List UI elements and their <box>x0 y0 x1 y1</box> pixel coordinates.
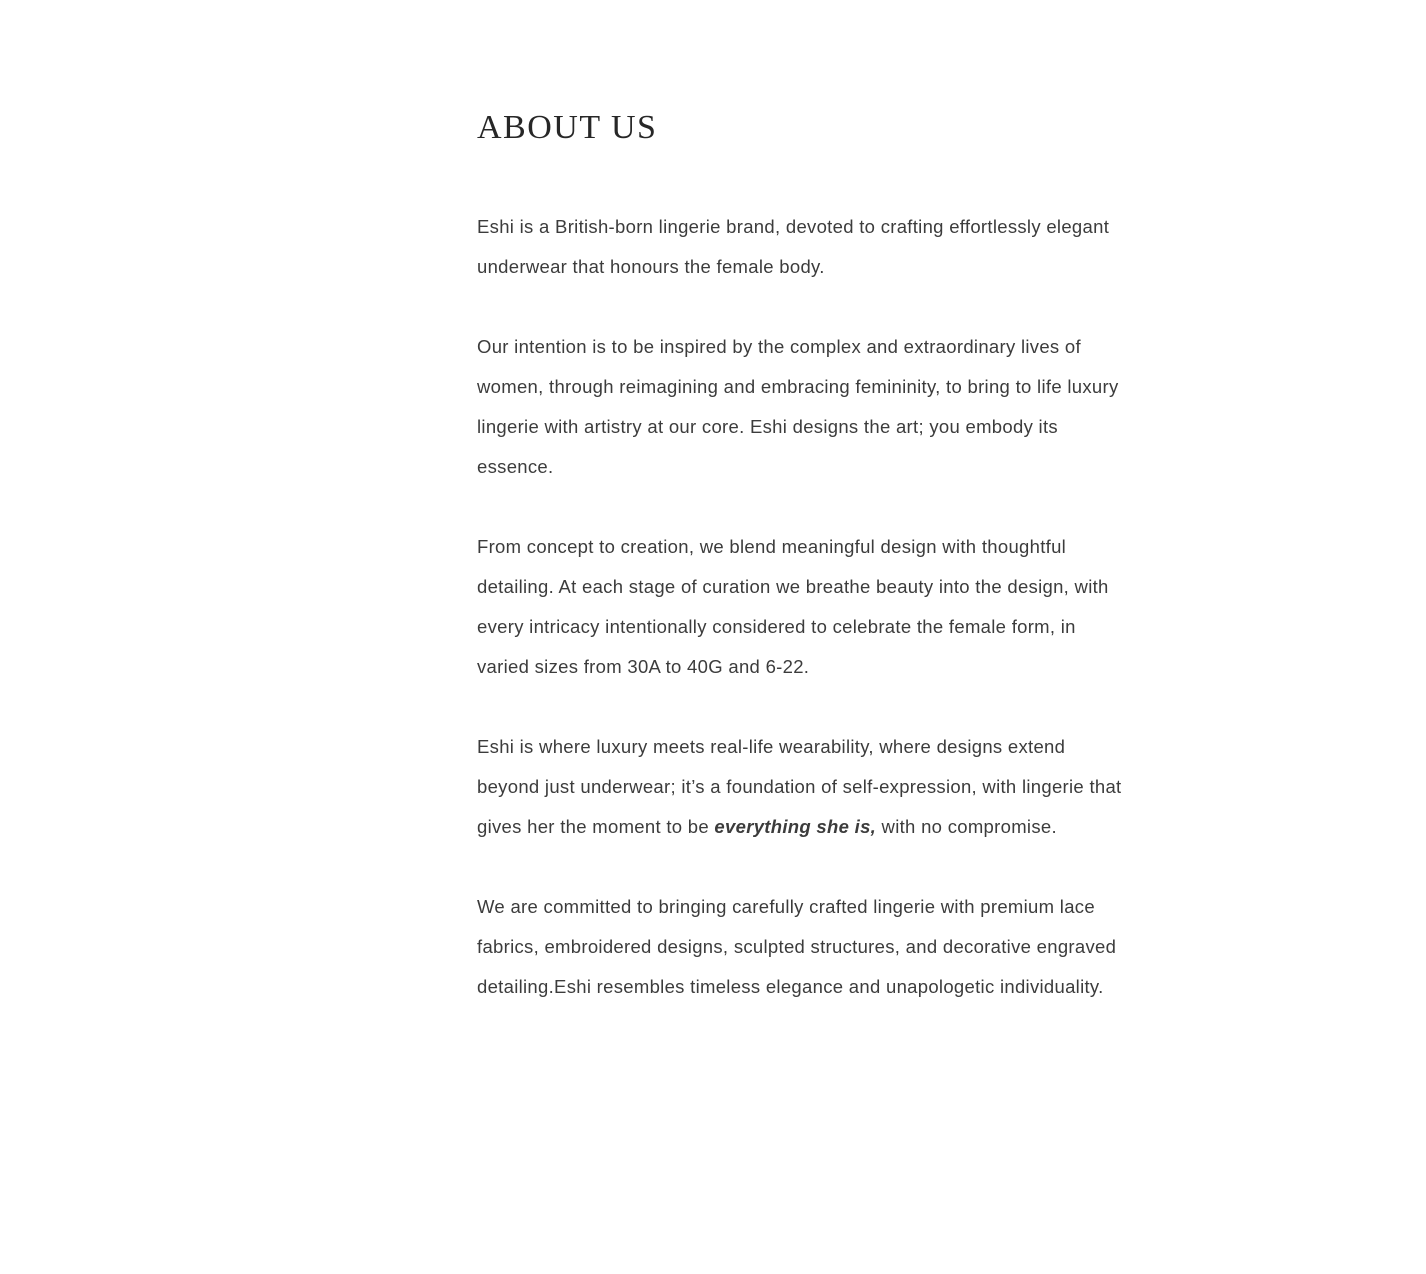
paragraph-intention: Our intention is to be inspired by the complex and extraordinary lives of women, through reimagining and embracing femininity, to bring to life luxury lingerie with artistry at our core. Eshi designs the art; you embody its essence. <box>477 335 1119 477</box>
paragraph-concept-to-creation: From concept to creation, we blend meaningful design with thoughtful detailing. At each stage of curation we breathe beauty into the design, with every intricacy intentionally considered to celebrate the female form, in varied sizes from 30A to 40G and 6-22. <box>477 535 1109 677</box>
paragraph-wearability-lead: Eshi is where luxury meets real-life wearability, where designs extend beyond just underwear; it’s a foundation of self-expression, with lingerie that gives her the moment to be <box>477 735 1122 837</box>
paragraph-wearability-tail: with no compromise. <box>876 815 1057 837</box>
page-title: ABOUT US <box>477 109 658 146</box>
paragraph-wearability <box>477 727 1125 847</box>
paragraph-commitment: We are committed to bringing carefully crafted lingerie with premium lace fabrics, embroidered designs, sculpted structures, and decorative engraved detailing.Eshi resembles timeless elegance and unapologetic individuality. <box>477 895 1117 997</box>
paragraph-wearability-emphasis: everything she is, <box>714 815 877 837</box>
about-us-section <box>477 108 1125 1007</box>
paragraph-brand-intro: Eshi is a British-born lingerie brand, devoted to crafting effortlessly elegant underwear that honours the female body. <box>477 215 1110 277</box>
